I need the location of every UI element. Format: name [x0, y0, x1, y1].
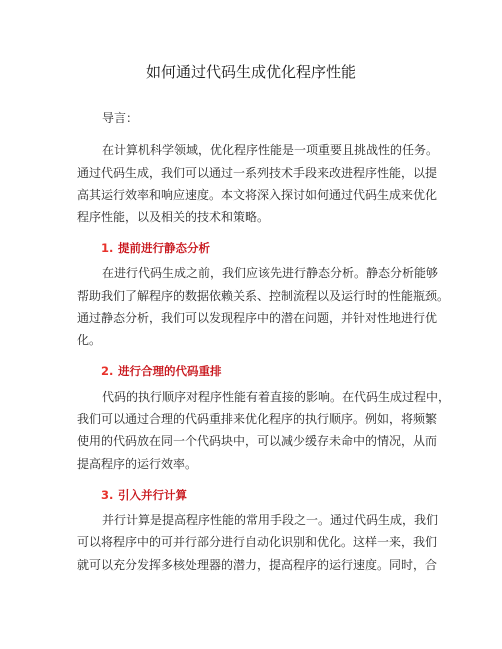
intro-line: 程序性能，以及相关的技术和策略。 — [77, 210, 270, 224]
section-line: 使用的代码放在同一个代码块中，可以减少缓存未命中的情况，从而 — [77, 434, 438, 448]
document-title: 如何通过代码生成优化程序性能 — [145, 63, 356, 81]
section-line: 提高程序的运行效率。 — [77, 457, 198, 471]
section-line: 化。 — [77, 333, 102, 347]
section-number: 1. — [101, 241, 114, 255]
intro-line: 高其运行效率和响应速度。本文将深入探讨如何通过代码生成来优化 — [77, 188, 438, 202]
section-heading-text: 提前进行静态分析 — [118, 241, 210, 255]
section-line: 帮助我们了解程序的数据依赖关系、控制流程以及运行时的性能瓶颈。 — [77, 289, 450, 303]
section-line: 并行计算是提高程序性能的常用手段之一。通过代码生成，我们 — [102, 513, 439, 527]
section-line: 我们可以通过合理的代码重排来优化程序的执行顺序。例如，将频繁 — [77, 412, 438, 426]
section-line: 就可以充分发挥多核处理器的潜力，提高程序的运行速度。同时，合 — [77, 558, 438, 572]
intro-label: 导言： — [102, 111, 139, 125]
section-line: 通过静态分析，我们可以发现程序中的潜在问题，并针对性地进行优 — [77, 311, 438, 325]
section-heading — [101, 363, 222, 379]
intro-line: 通过代码生成，我们可以通过一系列技术手段来改进程序性能，以提 — [77, 166, 438, 180]
section-number: 2. — [101, 364, 114, 378]
section-heading — [101, 487, 187, 503]
section-line: 可以将程序中的可并行部分进行自动化识别和优化。这样一来，我们 — [77, 535, 438, 549]
section-heading — [101, 240, 210, 256]
section-heading-text: 进行合理的代码重排 — [118, 364, 222, 378]
section-heading-text: 引入并行计算 — [118, 488, 187, 502]
section-line: 在进行代码生成之前，我们应该先进行静态分析。静态分析能够 — [102, 266, 439, 280]
intro-line: 在计算机科学领域，优化程序性能是一项重要且挑战性的任务。 — [102, 143, 439, 157]
section-line: 代码的执行顺序对程序性能有着直接的影响。在代码生成过程中， — [102, 390, 451, 404]
section-number: 3. — [101, 488, 114, 502]
